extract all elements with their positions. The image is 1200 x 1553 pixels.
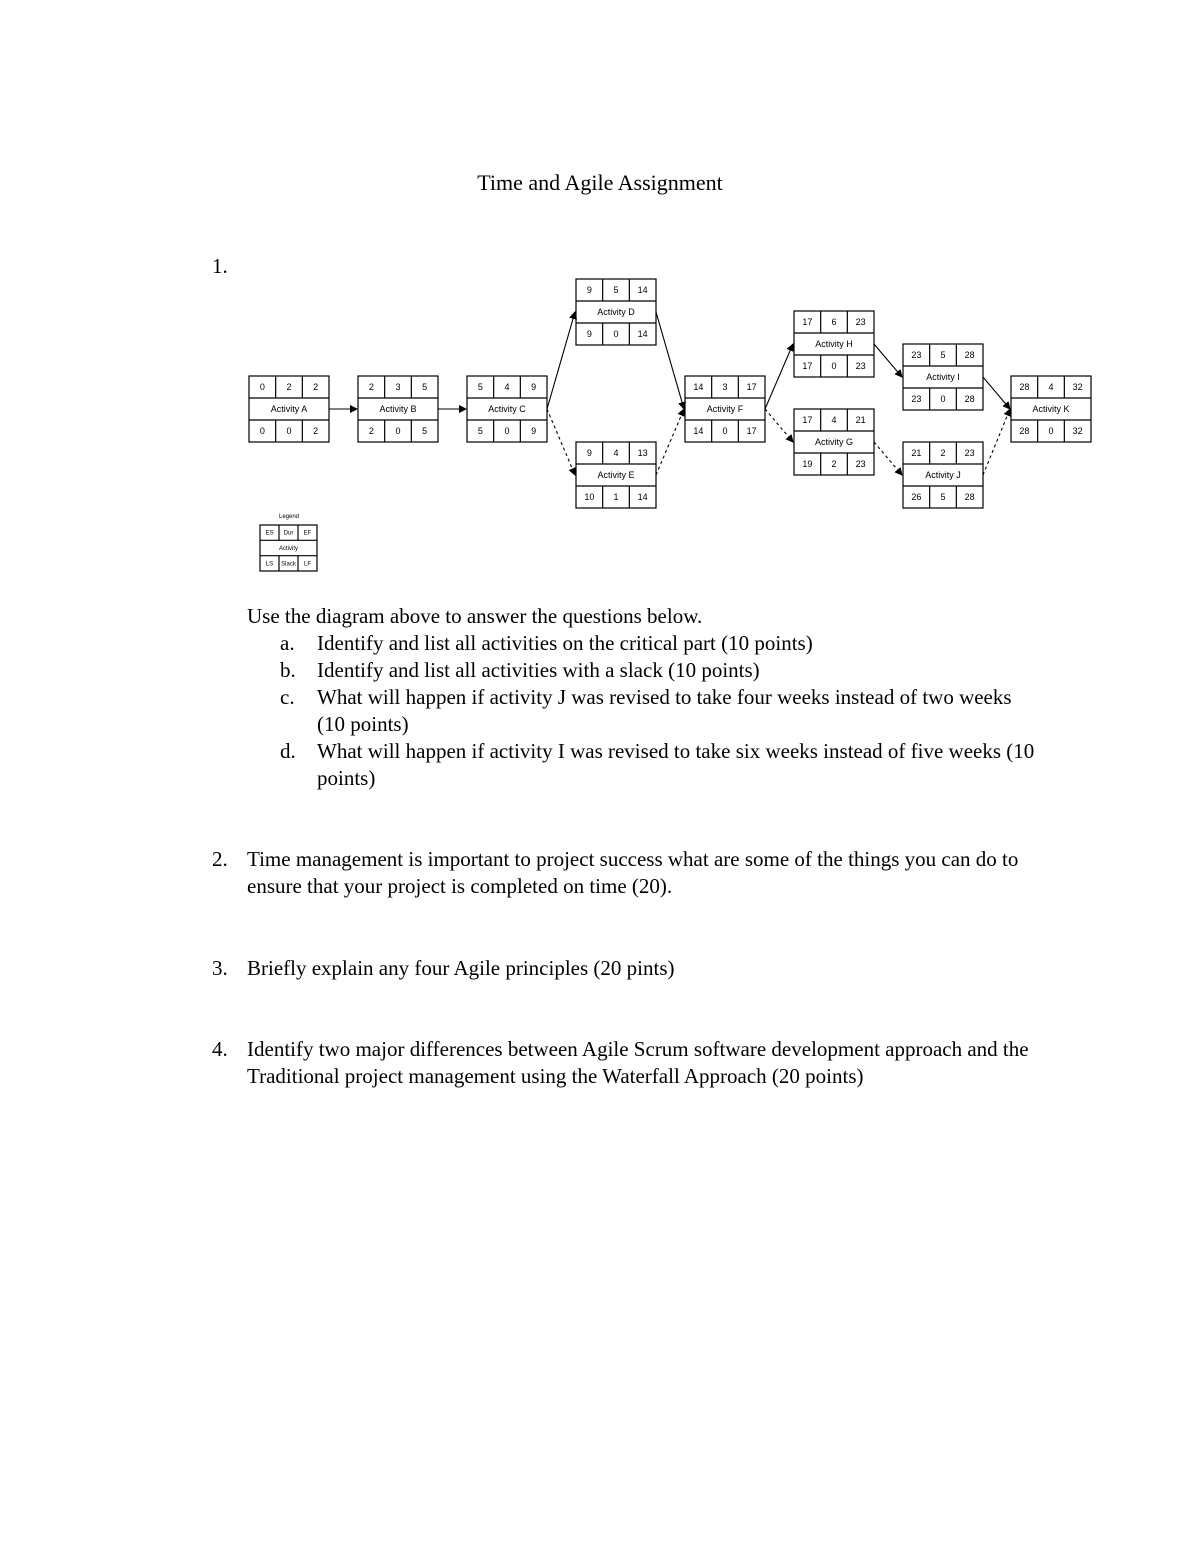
subitem-letter: d. [280, 739, 296, 763]
edge-f-g [765, 409, 793, 442]
edge-j-k [983, 409, 1010, 475]
activity-node-f-duration: 3 [722, 382, 728, 392]
activity-node-h-early-start: 17 [802, 317, 813, 327]
activity-node-i [903, 344, 983, 410]
edge-c-e [547, 409, 575, 475]
question-1-intro: Use the diagram above to answer the questions below. [247, 604, 703, 628]
question-3 [212, 955, 1042, 982]
subitem-text: What will happen if activity J was revised to take four weeks instead of two weeks (10 points) [317, 685, 1012, 736]
activity-node-a-name: Activity A [270, 404, 308, 414]
activity-node-k-late-start: 28 [1019, 426, 1030, 436]
subitem-b [280, 657, 1040, 684]
edge-g-j [874, 442, 902, 475]
activity-node-i-duration: 5 [940, 350, 946, 360]
activity-node-c-name: Activity C [488, 404, 526, 414]
legend-title: Legend [278, 514, 300, 520]
legend-box-late-finish: LF [303, 561, 312, 568]
subitem-letter: a. [280, 631, 295, 655]
activity-node-j-early-start: 21 [911, 448, 922, 458]
subitem-letter: c. [280, 685, 295, 709]
activity-node-d-early-finish: 14 [637, 285, 648, 295]
question-text: Identify two major differences between Agile Scrum software development approach and the Traditional project management using the Waterfall Approach (20 points) [247, 1037, 1029, 1088]
subitem-text: Identify and list all activities with a slack (10 points) [317, 658, 760, 682]
network-edges [329, 312, 1010, 475]
legend-box-late-start: LS [265, 561, 274, 568]
activity-node-a-slack: 0 [286, 426, 292, 436]
activity-node-c-early-start: 5 [477, 382, 483, 392]
activity-node-d-early-start: 9 [586, 285, 592, 295]
activity-node-f-slack: 0 [722, 426, 728, 436]
activity-node-h-duration: 6 [831, 317, 837, 327]
question-2 [212, 846, 1042, 900]
activity-node-k-late-finish: 32 [1072, 426, 1083, 436]
activity-node-b-late-start: 2 [368, 426, 374, 436]
activity-node-c-slack: 0 [504, 426, 510, 436]
activity-node-c [467, 376, 547, 442]
activity-node-g-duration: 4 [831, 415, 837, 425]
activity-node-j-late-start: 26 [911, 492, 922, 502]
activity-node-k-early-start: 28 [1019, 382, 1030, 392]
activity-node-d [576, 279, 656, 345]
question-1-number: 1. [212, 254, 228, 278]
question-4 [212, 1036, 1042, 1090]
activity-node-h [794, 311, 874, 377]
legend-box [260, 525, 317, 571]
edge-d-f [656, 312, 684, 409]
activity-node-e-late-finish: 14 [637, 492, 648, 502]
activity-node-f-late-start: 14 [693, 426, 704, 436]
activity-node-c-late-finish: 9 [531, 426, 537, 436]
activity-node-e-name: Activity E [597, 470, 635, 480]
question-1-subitems [280, 630, 1040, 792]
activity-node-b [358, 376, 438, 442]
activity-node-e [576, 442, 656, 508]
activity-node-h-slack: 0 [831, 361, 837, 371]
activity-node-e-late-start: 10 [584, 492, 595, 502]
subitem-d [280, 738, 1040, 792]
activity-node-c-early-finish: 9 [531, 382, 537, 392]
activity-node-b-duration: 3 [395, 382, 401, 392]
question-number: 3. [212, 956, 228, 980]
activity-node-b-early-start: 2 [368, 382, 374, 392]
activity-node-k-early-finish: 32 [1072, 382, 1083, 392]
activity-node-e-early-finish: 13 [637, 448, 648, 458]
activity-node-e-early-start: 9 [586, 448, 592, 458]
subitem-text: Identify and list all activities on the critical part (10 points) [317, 631, 813, 655]
edge-i-k [983, 377, 1010, 409]
activity-node-b-name: Activity B [379, 404, 417, 414]
activity-node-g-name: Activity G [814, 437, 854, 447]
activity-node-a-early-start: 0 [259, 382, 265, 392]
activity-node-j-slack: 5 [940, 492, 946, 502]
activity-node-k [1011, 376, 1091, 442]
activity-node-c-duration: 4 [504, 382, 510, 392]
activity-node-i-name: Activity I [926, 372, 960, 382]
network-nodes [249, 279, 1091, 508]
activity-node-f-late-finish: 17 [746, 426, 757, 436]
activity-node-i-slack: 0 [940, 394, 946, 404]
activity-node-j-late-finish: 28 [964, 492, 975, 502]
legend-box-slack: Slack [281, 561, 296, 568]
network-diagram [0, 0, 1200, 590]
activity-node-j-name: Activity J [925, 470, 961, 480]
activity-node-d-late-start: 9 [586, 329, 592, 339]
activity-node-a-duration: 2 [286, 382, 292, 392]
activity-node-h-late-finish: 23 [855, 361, 866, 371]
question-text: Briefly explain any four Agile principles (20 pints) [247, 956, 675, 980]
activity-node-a-late-start: 0 [259, 426, 265, 436]
activity-node-j [903, 442, 983, 508]
question-text: Time management is important to project success what are some of the things you can do to ensure that your project is completed on time (20). [247, 847, 1019, 898]
activity-node-b-late-finish: 5 [422, 426, 428, 436]
activity-node-g-early-start: 17 [802, 415, 813, 425]
activity-node-k-slack: 0 [1048, 426, 1054, 436]
legend-box-name: Activity [278, 546, 299, 552]
activity-node-f-name: Activity F [706, 404, 744, 414]
activity-node-f [685, 376, 765, 442]
activity-node-i-late-start: 23 [911, 394, 922, 404]
activity-node-b-slack: 0 [395, 426, 401, 436]
question-number: 4. [212, 1037, 228, 1061]
activity-node-j-duration: 2 [940, 448, 946, 458]
network-legend [260, 514, 317, 571]
subitem-a [280, 630, 1040, 657]
legend-box-early-start: ES [265, 530, 274, 537]
activity-node-f-early-finish: 17 [746, 382, 757, 392]
activity-node-c-late-start: 5 [477, 426, 483, 436]
activity-node-k-duration: 4 [1048, 382, 1054, 392]
activity-node-a [249, 376, 329, 442]
activity-node-h-name: Activity H [815, 339, 853, 349]
activity-node-k-name: Activity K [1032, 404, 1070, 414]
activity-node-d-late-finish: 14 [637, 329, 648, 339]
legend-box-early-finish: EF [303, 530, 312, 537]
activity-node-a-late-finish: 2 [313, 426, 319, 436]
activity-node-g-late-finish: 23 [855, 459, 866, 469]
activity-node-e-slack: 1 [613, 492, 619, 502]
activity-node-j-early-finish: 23 [964, 448, 975, 458]
activity-node-g-late-start: 19 [802, 459, 813, 469]
subitem-c [280, 684, 1040, 738]
activity-node-f-early-start: 14 [693, 382, 704, 392]
edge-c-d [547, 312, 575, 409]
activity-node-i-late-finish: 28 [964, 394, 975, 404]
activity-node-h-early-finish: 23 [855, 317, 866, 327]
activity-node-d-name: Activity D [597, 307, 635, 317]
document-title: Time and Agile Assignment [477, 170, 723, 195]
activity-node-g-slack: 2 [831, 459, 837, 469]
question-number: 2. [212, 847, 228, 871]
activity-node-d-duration: 5 [613, 285, 619, 295]
activity-node-i-early-finish: 28 [964, 350, 975, 360]
subitem-text: What will happen if activity I was revised to take six weeks instead of five weeks (10 points) [317, 739, 1035, 790]
activity-node-b-early-finish: 5 [422, 382, 428, 392]
activity-node-g-early-finish: 21 [855, 415, 866, 425]
edge-h-i [874, 344, 902, 377]
activity-node-h-late-start: 17 [802, 361, 813, 371]
activity-node-e-duration: 4 [613, 448, 619, 458]
activity-node-a-early-finish: 2 [313, 382, 319, 392]
legend-box-duration: Dur [283, 530, 294, 537]
edge-e-f [656, 409, 684, 475]
subitem-letter: b. [280, 658, 296, 682]
activity-node-d-slack: 0 [613, 329, 619, 339]
activity-node-i-early-start: 23 [911, 350, 922, 360]
activity-node-g [794, 409, 874, 475]
edge-f-h [765, 344, 793, 409]
